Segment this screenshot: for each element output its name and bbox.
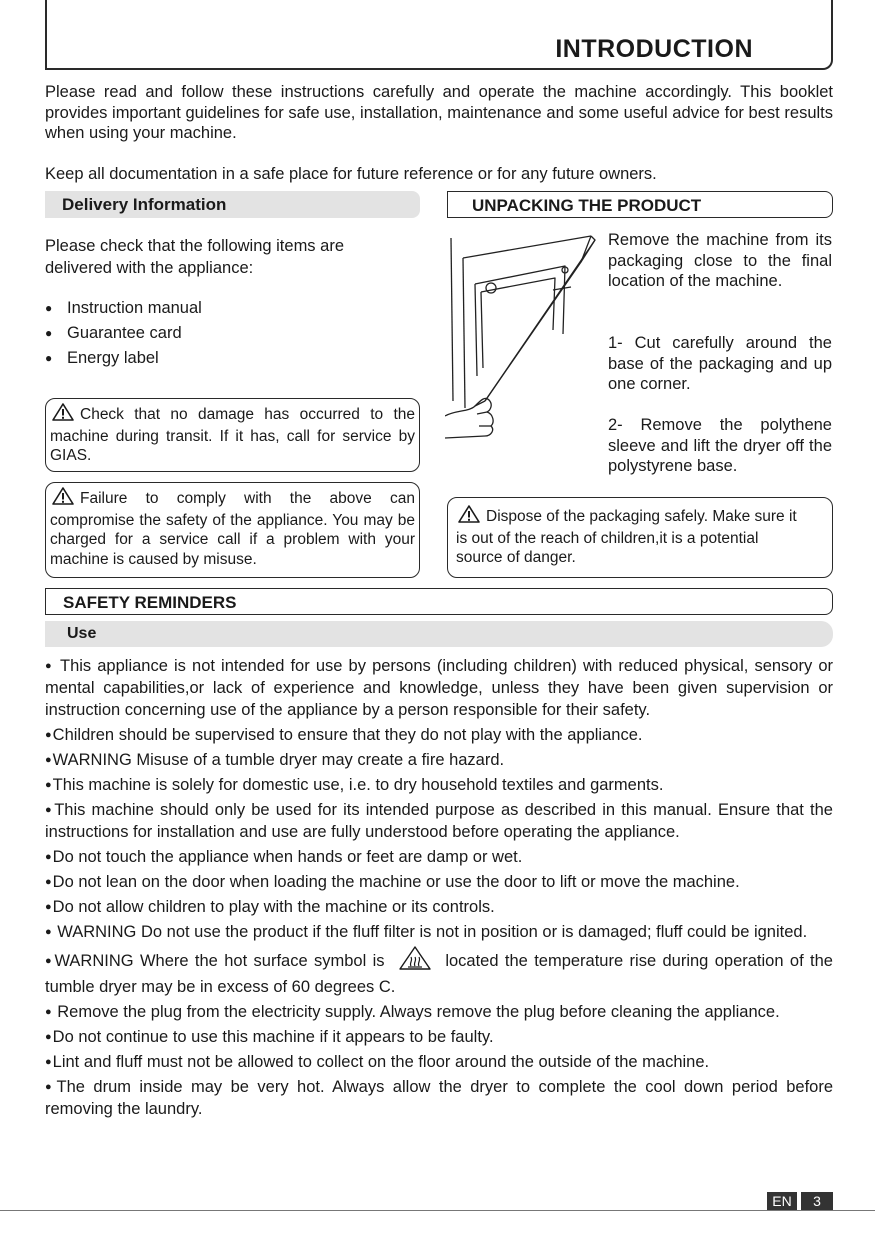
list-item: ●Lint and fluff must not be allowed to collect on the floor around the outside of the machine. [45, 1053, 710, 1071]
list-item: ●Do not allow children to play with the machine or its controls. [45, 898, 495, 916]
transit-warning [45, 398, 420, 472]
warning-icon [52, 487, 74, 511]
list-item: ● WARNING Do not use the product if the fluff filter is not in position or is damaged; fluff could be ignited. [45, 923, 808, 941]
transit-warning-text: Check that no damage has occurred to the machine during transit. If it has, call for service by GIAS. [50, 406, 415, 464]
list-item-hot-surface: ●WARNING Where the hot surface symbol is located the temperature rise during operation of the tumble dryer may be in excess of 60 degrees C. [45, 946, 833, 998]
delivery-heading: Delivery Information [45, 191, 420, 218]
hot-surface-icon [399, 946, 431, 976]
footer-rule [0, 1210, 875, 1211]
misuse-warning [45, 482, 420, 578]
list-item: ●The drum inside may be very hot. Always allow the dryer to complete the cool down period before removing the laundry. [45, 1078, 833, 1118]
unpacking-text-intro: Remove the machine from its packaging close to the final location of the machine. [608, 231, 832, 290]
warning-icon [52, 403, 74, 427]
packaging-warning [447, 497, 833, 578]
language-badge: EN [767, 1192, 797, 1210]
title-box [45, 0, 833, 70]
list-item: ● Remove the plug from the electricity supply. Always remove the plug before cleaning the appliance. [45, 1003, 780, 1021]
use-subheading: Use [45, 621, 833, 647]
delivery-items [45, 296, 405, 371]
list-item: ● This appliance is not intended for use by persons (including children) with reduced physical, sensory or mental capabilities,or lack of experience and knowledge, unless they have been given supervision or instruction concerning use of the appliance by a person responsible for their safety. [45, 657, 833, 719]
list-item: ● Instruction manual [45, 296, 405, 321]
intro-paragraph: Please read and follow these instructions carefully and operate the machine accordingly. This booklet provides important guidelines for safe use, installation, maintenance and some useful advice for best results when using your machine. [45, 83, 833, 142]
delivery-text: Please check that the following items are delivered with the appliance: [45, 237, 344, 277]
unpacking-illustration [445, 226, 597, 456]
list-item: ● Guarantee card [45, 321, 405, 346]
list-item: ●Do not lean on the door when loading the machine or use the door to lift or move the machine. [45, 873, 740, 891]
page-number: 3 [801, 1192, 833, 1210]
list-item: ●Do not touch the appliance when hands or feet are damp or wet. [45, 848, 523, 866]
page-title: INTRODUCTION [555, 35, 753, 63]
unpacking-step-1: 1- Cut carefully around the base of the packaging and up one corner. [608, 334, 832, 393]
list-item: ●Children should be supervised to ensure that they do not play with the appliance. [45, 726, 643, 744]
list-item: ●WARNING Misuse of a tumble dryer may create a fire hazard. [45, 751, 505, 769]
unpacking-heading: UNPACKING THE PRODUCT [447, 191, 833, 218]
intro-keep-note: Keep all documentation in a safe place for future reference or for any future owners. [45, 165, 657, 183]
list-item: ●This machine is solely for domestic use, i.e. to dry household textiles and garments. [45, 776, 664, 794]
warning-icon [458, 505, 480, 529]
safety-rules [45, 655, 833, 1123]
safety-heading: SAFETY REMINDERS [45, 588, 833, 615]
list-item: ●This machine should only be used for its intended purpose as described in this manual. Ensure that the instructions for installation and use are fully understood before operating the appliance. [45, 801, 833, 841]
list-item: ●Do not continue to use this machine if it appears to be faulty. [45, 1028, 494, 1046]
misuse-warning-text: Failure to comply with the above can compromise the safety of the appliance. You may be charged for a service call if a problem with your machine is caused by misuse. [50, 490, 415, 568]
list-item: ● Energy label [45, 346, 405, 371]
packaging-warning-text: Dispose of the packaging safely. Make sure it is out of the reach of children,it is a potential source of danger. [456, 508, 797, 566]
unpacking-step-2: 2- Remove the polythene sleeve and lift the dryer off the polystyrene base. [608, 416, 832, 475]
